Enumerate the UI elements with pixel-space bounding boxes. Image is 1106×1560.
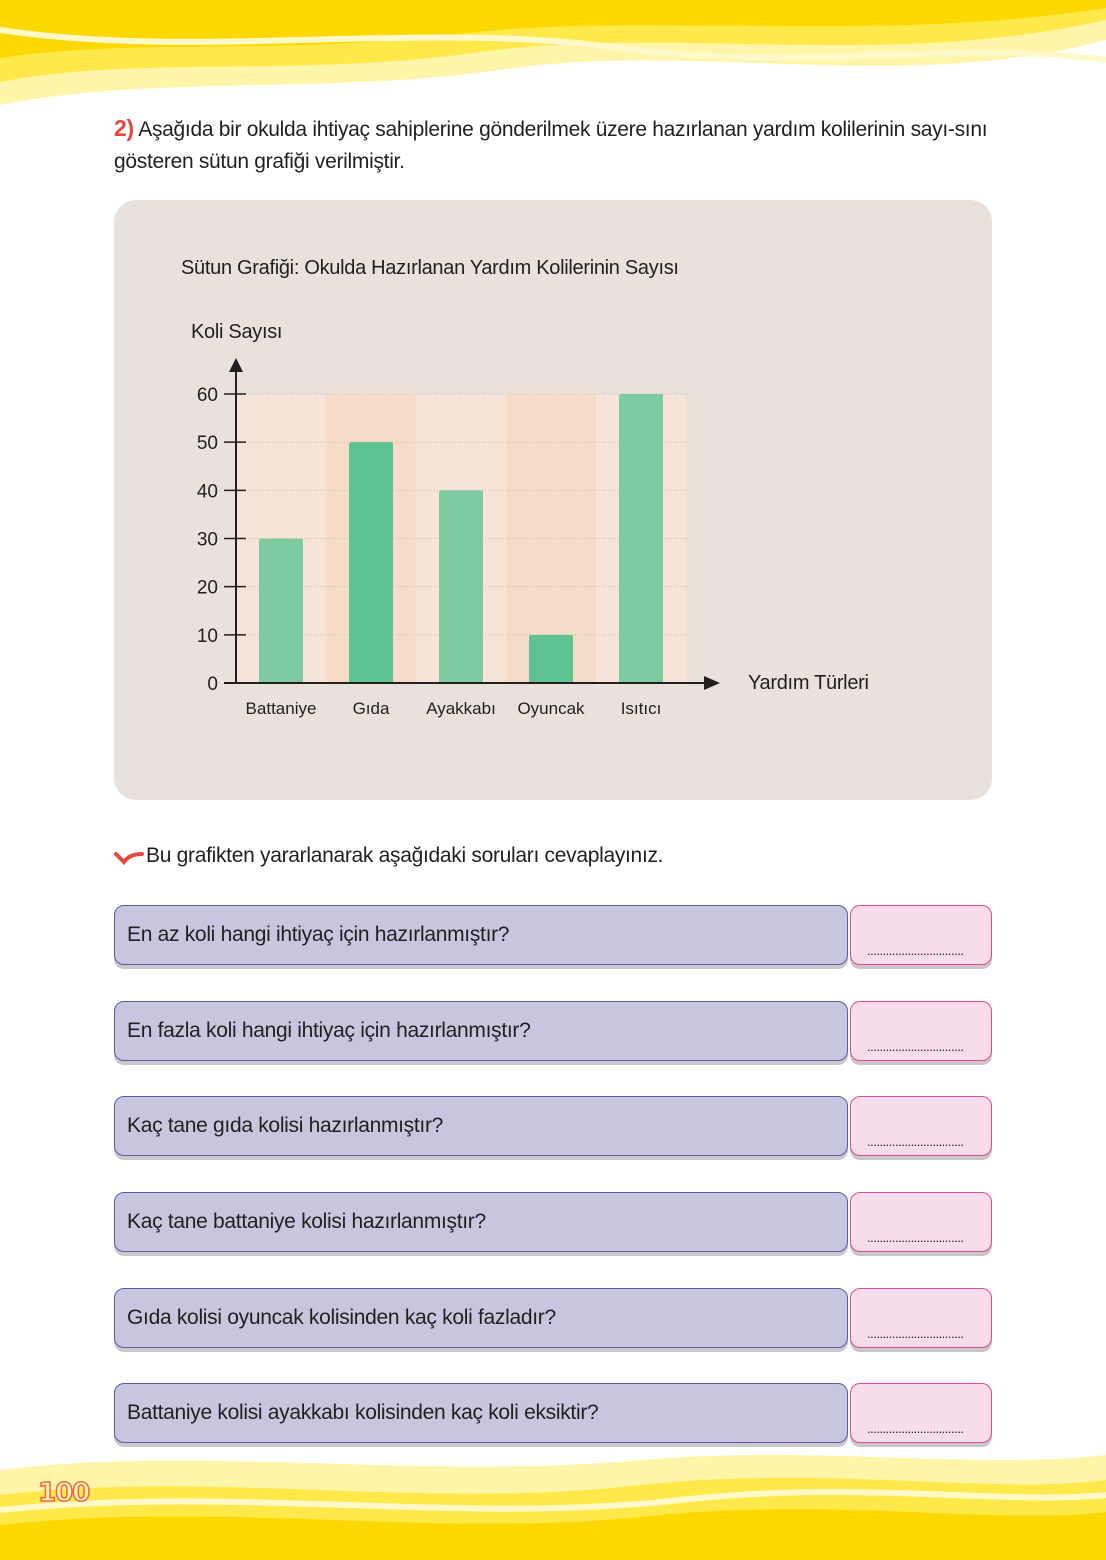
answer-field[interactable] bbox=[850, 1001, 992, 1061]
y-tick-label: 40 bbox=[196, 481, 218, 503]
question-box bbox=[114, 1192, 848, 1252]
page-number: 100 bbox=[38, 1478, 90, 1508]
answer-blank: ............................... bbox=[867, 1421, 964, 1436]
y-axis-arrow-icon bbox=[229, 358, 243, 372]
question-text-block bbox=[114, 112, 994, 178]
question-box bbox=[114, 1001, 848, 1061]
question-box bbox=[114, 1383, 848, 1443]
x-category-label: Isıtıcı bbox=[620, 699, 662, 718]
qa-row bbox=[114, 1383, 992, 1447]
answer-field[interactable] bbox=[850, 1192, 992, 1252]
question-label: Kaç tane gıda kolisi hazırlanmıştır? bbox=[127, 1114, 444, 1137]
instruction bbox=[114, 844, 663, 868]
question-label: Gıda kolisi oyuncak kolisinden kaç koli fazladır? bbox=[127, 1306, 556, 1329]
qa-row bbox=[114, 1192, 992, 1256]
question-label: Kaç tane battaniye kolisi hazırlanmıştır? bbox=[127, 1210, 486, 1233]
chart-panel bbox=[114, 200, 992, 800]
question-box bbox=[114, 905, 848, 965]
question-box bbox=[114, 1288, 848, 1348]
bar bbox=[439, 490, 483, 683]
y-tick-label: 0 bbox=[207, 674, 218, 695]
checkmark-icon bbox=[114, 844, 144, 868]
instruction-text: Bu grafikten yararlanarak aşağıdaki soruları cevaplayınız. bbox=[146, 844, 664, 867]
x-category-label: Ayakkabı bbox=[426, 699, 496, 718]
qa-row bbox=[114, 1288, 992, 1352]
y-tick-label: 50 bbox=[196, 433, 218, 455]
x-axis-label: Yardım Türleri bbox=[748, 672, 869, 694]
qa-row bbox=[114, 905, 992, 969]
answer-blank: ............................... bbox=[867, 943, 964, 958]
bar-chart bbox=[114, 200, 992, 800]
answer-field[interactable] bbox=[850, 1096, 992, 1156]
qa-row bbox=[114, 1096, 992, 1160]
question-box bbox=[114, 1096, 848, 1156]
y-tick-label: 20 bbox=[196, 577, 218, 599]
answer-field[interactable] bbox=[850, 1383, 992, 1443]
bottom-wave-decoration bbox=[0, 1440, 1106, 1560]
y-tick-label: 30 bbox=[196, 529, 218, 551]
x-axis-arrow-icon bbox=[704, 676, 720, 690]
bar bbox=[259, 539, 303, 684]
answer-blank: ............................... bbox=[867, 1134, 964, 1149]
question-label: Battaniye kolisi ayakkabı kolisinden kaç koli eksiktir? bbox=[127, 1401, 599, 1424]
y-tick-label: 60 bbox=[196, 385, 218, 406]
question-number: 2) bbox=[114, 115, 134, 141]
chart-title: Sütun Grafiği: Okulda Hazırlanan Yardım Kolilerinin Sayısı bbox=[181, 257, 679, 279]
question-label: En fazla koli hangi ihtiyaç için hazırlanmıştır? bbox=[127, 1019, 531, 1042]
question-label: En az koli hangi ihtiyaç için hazırlanmıştır? bbox=[127, 923, 510, 946]
x-category-label: Oyuncak bbox=[517, 699, 585, 718]
answer-blank: ............................... bbox=[867, 1326, 964, 1341]
bar bbox=[529, 635, 573, 683]
answer-blank: ............................... bbox=[867, 1039, 964, 1054]
qa-row bbox=[114, 1001, 992, 1065]
top-wave-decoration bbox=[0, 0, 1106, 110]
x-category-label: Gıda bbox=[352, 699, 390, 718]
answer-field[interactable] bbox=[850, 1288, 992, 1348]
answer-field[interactable] bbox=[850, 905, 992, 965]
y-axis-label: Koli Sayısı bbox=[191, 321, 283, 343]
question-text: Aşağıda bir okulda ihtiyaç sahiplerine gönderilmek üzere hazırlanan yardım kolilerinin sayı-sını gösteren sütun grafiği verilmiştir. bbox=[114, 118, 988, 173]
answer-blank: ............................... bbox=[867, 1230, 964, 1245]
x-category-label: Battaniye bbox=[245, 699, 317, 718]
y-tick-label: 10 bbox=[196, 625, 218, 647]
bar bbox=[349, 442, 393, 683]
bar bbox=[619, 394, 663, 683]
